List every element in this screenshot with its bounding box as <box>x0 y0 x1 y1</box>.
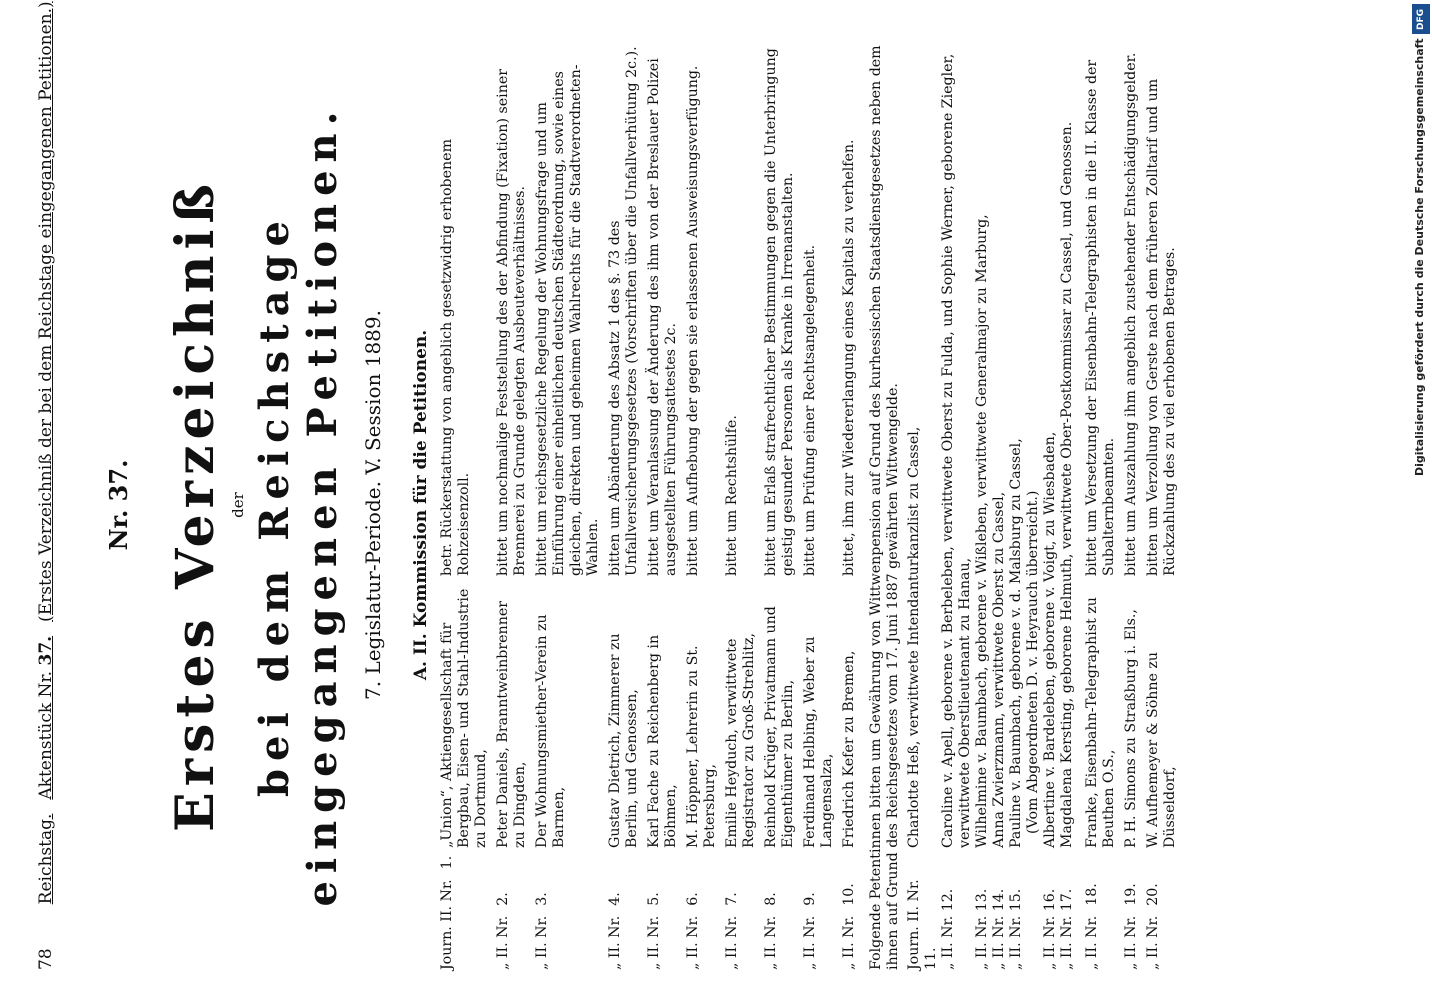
number-heading: Nr. 37. <box>104 459 133 551</box>
petition-row <box>802 40 836 970</box>
document-label-text: Aktenstück Nr. <box>36 670 56 800</box>
section-heading: A. II. Kommission für die Petitionen. <box>411 329 431 681</box>
petition-request: bittet um nochmalige Feststellung des der Abfindung (Fixation) seiner Brennerei zu Grunde gelegten Ausbeuteverhältnisses. <box>495 68 528 576</box>
group-petition-row <box>991 40 1008 970</box>
title-line-2: bei dem Reichstage eingegangenen Petitionen. <box>251 103 346 907</box>
running-head <box>36 1 56 970</box>
petition-row <box>763 40 797 970</box>
petitioner: M. Höppner, Lehrerin zu St. Petersburg, <box>685 645 718 848</box>
journal-reference: „ II. Nr. 13. <box>974 888 990 970</box>
journal-number: 3. <box>534 892 550 906</box>
publication-name: Reichstag. <box>36 813 56 905</box>
session-line: 7. Legislatur-Periode. V. Session 1889. <box>361 310 385 700</box>
journal-number: 4. <box>607 892 623 906</box>
journal-reference <box>1145 860 1179 970</box>
petition-row <box>495 40 529 970</box>
document-number: 37. <box>36 635 56 666</box>
journal-number: 7. <box>724 892 740 906</box>
petitioner: Emilie Heyduch, verwittwete Registrator zu Groß-Strehlitz, <box>724 632 757 848</box>
petitioner: Anna Zwierzmann, verwittwete Oberst zu Cassel, <box>991 491 1007 848</box>
petition-row <box>534 40 602 970</box>
journal-reference: Journ. II. Nr. 11. <box>906 879 939 970</box>
journal-reference: „ II. Nr. 17. <box>1059 888 1075 970</box>
petitioner: Gustav Dietrich, Zimmerer zu Berlin, und Genossen, <box>607 633 640 848</box>
journal-prefix: „ II. Nr. <box>646 915 662 970</box>
journal-reference <box>685 860 719 970</box>
petitioner: Friedrich Kefer zu Bremen, <box>841 650 857 848</box>
journal-prefix: „ II. Nr. <box>1084 915 1100 970</box>
journal-prefix: „ II. Nr. <box>724 915 740 970</box>
petitioner: (Vom Abgeordneten D. v. Heyrauch überreicht.) <box>1025 490 1041 834</box>
journal-number: 2. <box>495 892 511 906</box>
group-petition-row <box>906 40 940 970</box>
petitioner: Caroline v. Apell, geborene v. Berbeleben, verwittwete Oberst zu Fulda, und Sophie Werner, geborene Ziegler, verwittwete Oberstlieutenant zu Hanau, <box>940 53 973 848</box>
journal-prefix: „ II. Nr. <box>685 915 701 970</box>
petition-request: bitten um Verzollung von Gerste nach dem früheren Zolltarif und um Rückzahlung des zu viel erhobenen Betrages. <box>1145 78 1178 576</box>
journal-reference <box>439 855 490 970</box>
journal-reference <box>802 860 836 970</box>
group-petition-row <box>1042 40 1059 970</box>
journal-prefix: „ II. Nr. <box>1145 915 1161 970</box>
journal-prefix: Journ. II. Nr. <box>439 879 455 970</box>
journal-reference <box>841 860 858 970</box>
petition-row <box>439 40 490 970</box>
petitioner: Charlotte Heß, verwittwete Intendanturkanzlist zu Cassel, <box>906 426 922 848</box>
journal-reference <box>1025 860 1042 970</box>
tail-petition-list <box>1084 40 1179 970</box>
group-petition-row <box>940 40 974 970</box>
journal-number: 1. <box>439 855 455 870</box>
journal-reference <box>495 860 529 970</box>
journal-number: 18. <box>1084 883 1100 906</box>
petitioner: Peter Daniels, Branntweinbrenner zu Dingden, <box>495 600 528 848</box>
journal-prefix: „ II. Nr. <box>607 915 623 970</box>
petition-row <box>607 40 641 970</box>
journal-prefix: „ II. Nr. <box>495 915 511 970</box>
journal-reference <box>724 860 758 970</box>
petition-row <box>841 40 858 970</box>
journal-reference <box>1084 860 1118 970</box>
petition-request: bittet um Rechtshülfe. <box>724 415 740 576</box>
journal-prefix: „ II. Nr. <box>1123 915 1139 970</box>
group-petition-row <box>1008 40 1025 970</box>
journal-reference: „ II. Nr. 12. <box>940 888 956 970</box>
petition-row <box>1123 40 1140 970</box>
petitioner: Karl Fache zu Reichenberg in Böhmen, <box>646 634 679 848</box>
petition-row <box>646 40 680 970</box>
journal-number: 19. <box>1123 883 1139 906</box>
dfg-logo: DFG <box>1412 4 1430 34</box>
petitioner: Reinhold Krüger, Privatmann und Eigenthümer zu Berlin, <box>763 606 796 848</box>
petition-request: bittet, ihm zur Wiedererlangung eines Kapitals zu verhelfen. <box>841 139 857 576</box>
petitioner: Wilhelmine v. Baumbach, geborene v. Wißleben, verwittwete Generalmajor zu Marburg, <box>974 214 990 848</box>
journal-prefix: „ II. Nr. <box>763 915 779 970</box>
dfg-notice: Digitalisierung gefördert durch die Deutsche Forschungsgemeinschaft <box>1413 38 1426 476</box>
petition-row <box>1084 40 1118 970</box>
petition-request: bittet um Aufhebung der gegen sie erlassenen Ausweisungsverfügung. <box>685 65 701 576</box>
petition-request: bitten um Abänderung des Absatz 1 des §. 73 des Unfallversicherungsgesetzes (Vorschriften über die Unfallverhütung 2c.). <box>607 46 640 576</box>
group-petition-row <box>974 40 991 970</box>
group-petition-row <box>1025 40 1042 970</box>
petition-row <box>685 40 719 970</box>
petition-request: bittet um Versetzung der Eisenbahn-Telegraphisten in die II. Klasse der Subalternbeamten. <box>1084 59 1117 576</box>
petitioner: „Union“, Aktiengesellschaft für Bergbau, Eisen- und Stahl-Industrie zu Dortmund, <box>439 588 489 848</box>
petition-request: betr. Rückerstattung von angeblich gesetzwidrig erhobenem Rohzeisenzoll. <box>439 138 472 576</box>
journal-reference <box>607 860 641 970</box>
petition-request: bittet um Auszahlung ihm angeblich zustehender Entschädigungsgelder. <box>1123 52 1139 576</box>
journal-reference: „ II. Nr. 15. <box>1008 888 1024 970</box>
journal-number: 10. <box>841 883 857 906</box>
journal-number: 6. <box>685 892 701 906</box>
journal-number: 9. <box>802 892 818 906</box>
petition-list <box>439 40 858 970</box>
dfg-stamp <box>1410 0 1432 1000</box>
journal-number: 5. <box>646 892 662 906</box>
petitioner: Pauline v. Baumbach, geborene v. d. Malsburg zu Cassel, <box>1008 438 1024 848</box>
group-intro: Folgende Petentinnen bitten um Gewährung von Wittwenpension auf Grund des kurhessischen Staatsdienstgesetzes neben dem ihnen auf Grund des Reichsgesetzes vom 17. Juni 1887 gewährten Wittwengelde. <box>868 45 901 970</box>
journal-reference <box>534 860 602 970</box>
petitioner: Magdalena Kersting, geborene Helmuth, verwittwete Ober-Postkommissar zu Cassel, und Genossen. <box>1059 121 1075 848</box>
title-line-1: Erstes Verzeichniß <box>165 178 226 832</box>
journal-reference <box>1123 860 1140 970</box>
petition-request: bittet um Prüfung einer Rechtsangelegenheit. <box>802 244 818 576</box>
journal-reference <box>646 860 680 970</box>
journal-number: 8. <box>763 892 779 906</box>
petition-request: bittet um Veranlassung der Änderung des ihm von der Breslauer Polizei ausgestellten Führungsattestes 2c. <box>646 58 679 576</box>
petitioner: Ferdinand Helbing, Weber zu Langensalza, <box>802 636 835 848</box>
petition-row <box>1145 40 1179 970</box>
journal-reference: „ II. Nr. 16. <box>1042 888 1058 970</box>
petitioner: Der Wohnungsmiether-Verein zu Barmen, <box>534 614 567 848</box>
petitioner: P. H. Simons zu Straßburg i. Els., <box>1123 609 1139 848</box>
petition-request: bittet um reichsgesetzliche Regelung der Wohnungsfrage und um Einführung einer einheitlichen deutschen Städteordnung, sowie eines gleichen, direkten und geheimen Wahlrechts für die Stadtverordneten-Wahlen. <box>534 64 601 576</box>
petitioner: Franke, Eisenbahn-Telegraphist zu Beuthen O.S., <box>1084 597 1117 848</box>
journal-reference <box>763 860 797 970</box>
journal-prefix: „ II. Nr. <box>534 915 550 970</box>
petition-request: bittet um Erlaß strafrechtlicher Bestimmungen gegen die Unterbringung geistig gesunder Personen als Kranke in Irrenanstalten. <box>763 48 796 576</box>
petition-row <box>724 40 758 970</box>
journal-prefix: „ II. Nr. <box>802 915 818 970</box>
petitioner: Albertine v. Bardeleben, geborene v. Voigt, zu Wiesbaden, <box>1042 431 1058 848</box>
group-petition-list <box>906 40 1076 970</box>
journal-reference: „ II. Nr. 14. <box>991 888 1007 970</box>
page-number: 78 <box>36 948 56 970</box>
document-label <box>36 636 56 800</box>
petitioner: W. Aufhemeyer & Söhne zu Düsseldorf, <box>1145 651 1178 848</box>
document-description: (Erstes Verzeichniß der bei dem Reichstage eingegangenen Petitionen.) <box>36 1 56 622</box>
group-petition-row <box>1059 40 1076 970</box>
journal-prefix: „ II. Nr. <box>841 915 857 970</box>
title-connector: der <box>229 492 247 518</box>
journal-number: 20. <box>1145 883 1161 906</box>
